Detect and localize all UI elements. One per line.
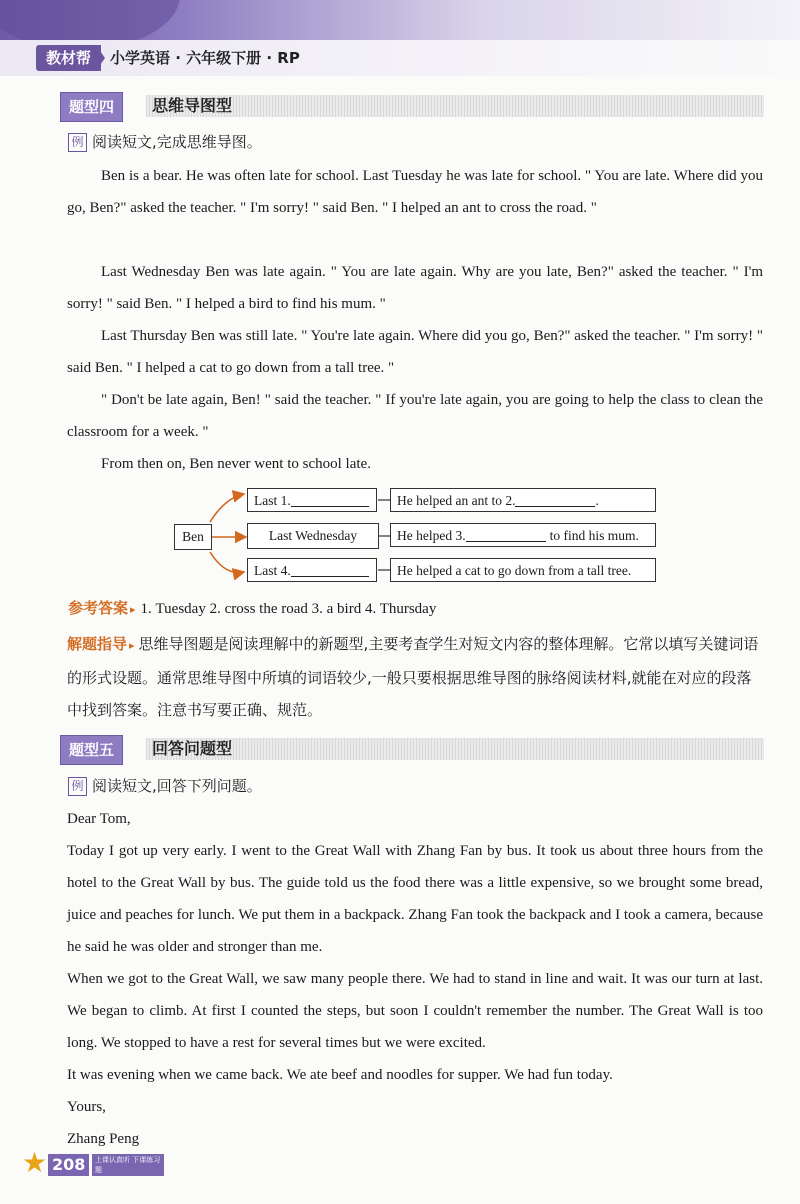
paragraph-5: From then on, Ben never went to school late. [101,456,371,472]
answer-line [68,596,436,622]
guide-marker-icon: ▸ [129,639,135,652]
instruction-text: 阅读短文,完成思维导图。 [92,133,262,151]
guide-label: 解题指导 [67,635,128,653]
mindmap-left-3-label: Last 4. [254,563,291,578]
letter-paragraph-2: When we got to the Great Wall, we saw many people there. We had to stand in line and wait. It was our turn at last. We began to climb. At first I counted the steps, but soon I couldn't remember the number. The Great Wall is too long. We stopped to have a rest for several times but we were excited. [67,971,763,1051]
paragraph-3: Last Thursday Ben was still late. " You're late again. Where did you go, Ben?" asked the teacher. " I'm sorry! " said Ben. " I helped a cat to go down from a tall tree. " [67,328,763,376]
mindmap-right-2-text: He helped 3. [397,528,466,543]
mindmap-left-3 [247,558,377,582]
star-icon: ★ [22,1148,48,1179]
paragraph-2: Last Wednesday Ben was late again. " You are late again. Why are you late, Ben?" asked the teacher. " I'm sorry! " said Ben. " I helped a bird to find his mum. " [67,264,763,312]
mindmap-left-1-label: Last 1. [254,493,291,508]
mindmap-center: Ben [174,524,212,550]
arrow-top [210,494,244,522]
brand-label: 教材帮 [36,45,101,71]
letter-greeting: Dear Tom, [67,811,131,827]
mindmap-right-1-end: . [595,493,599,508]
answer-marker-icon: ▸ [130,604,136,616]
mindmap-right-1-text: He helped an ant to 2. [397,493,516,508]
page-number: 208 [48,1154,89,1176]
solution-guide [67,628,763,726]
blank-4[interactable] [291,562,369,577]
paragraph-1: Ben is a bear. He was often late for school. Last Tuesday he was late for school. " You are late. Where did you go, Ben?" asked the teacher. " I'm sorry! " said Ben. " I helped an ant to cross the road. " [67,168,763,216]
section5-bar [146,738,764,760]
section5-instruction [68,775,262,796]
letter-signature: Zhang Peng [67,1131,140,1147]
guide-text: 思维导图题是阅读理解中的新题型,主要考查学生对短文内容的整体理解。它常以填写关键词语的形式设题。通常思维导图中所填的词语较少,一般只要根据思维导图的脉络阅读材料,就能在对应的段落中找到答案。注意书写要正确、规范。 [67,635,759,719]
section4-tag: 题型四 [60,92,123,122]
section5-name: 回答问题型 [152,739,233,758]
mindmap-right-3: He helped a cat to go down from a tall tree. [390,558,656,582]
section4-name: 思维导图型 [152,96,233,115]
mindmap-right-1 [390,488,656,512]
section5-heading [60,735,764,763]
mindmap-right-2 [390,523,656,547]
book-title: 小学英语 · 六年级下册 · RP [110,49,300,67]
paragraph-4: " Don't be late again, Ben! " said the teacher. " If you're late again, you are going to help the class to clean the classroom for a week. " [67,392,763,440]
mindmap-left-1 [247,488,377,512]
instruction-text-2: 阅读短文,回答下列问题。 [92,777,262,795]
blank-2[interactable] [515,492,595,507]
example-badge-2: 例 [68,777,87,796]
footer-slogan: 上课认真听 下课练习题 [92,1154,164,1176]
letter-closing: Yours, [67,1099,106,1115]
mindmap-left-2: Last Wednesday [247,523,379,549]
section5-tag: 题型五 [60,735,123,765]
letter-paragraph-3: It was evening when we came back. We ate beef and noodles for supper. We had fun today. [67,1067,613,1083]
example-badge: 例 [68,133,87,152]
answer-label: 参考答案 [68,599,129,617]
mindmap-right-2-end: to find his mum. [549,528,639,543]
arrow-bottom [210,552,244,573]
blank-3[interactable] [466,527,546,542]
blank-1[interactable] [291,492,369,507]
letter-paragraph-1: Today I got up very early. I went to the Great Wall with Zhang Fan by bus. It took us about three hours from the hotel to the Great Wall by bus. The guide told us the food there was a little expensive, so we brought some bread, juice and peaches for lunch. We put them in a backpack. Zhang Fan took the backpack and I took a camera, because he said he was older and stronger than me. [67,843,763,955]
answer-text: 1. Tuesday 2. cross the road 3. a bird 4. Thursday [140,601,437,617]
